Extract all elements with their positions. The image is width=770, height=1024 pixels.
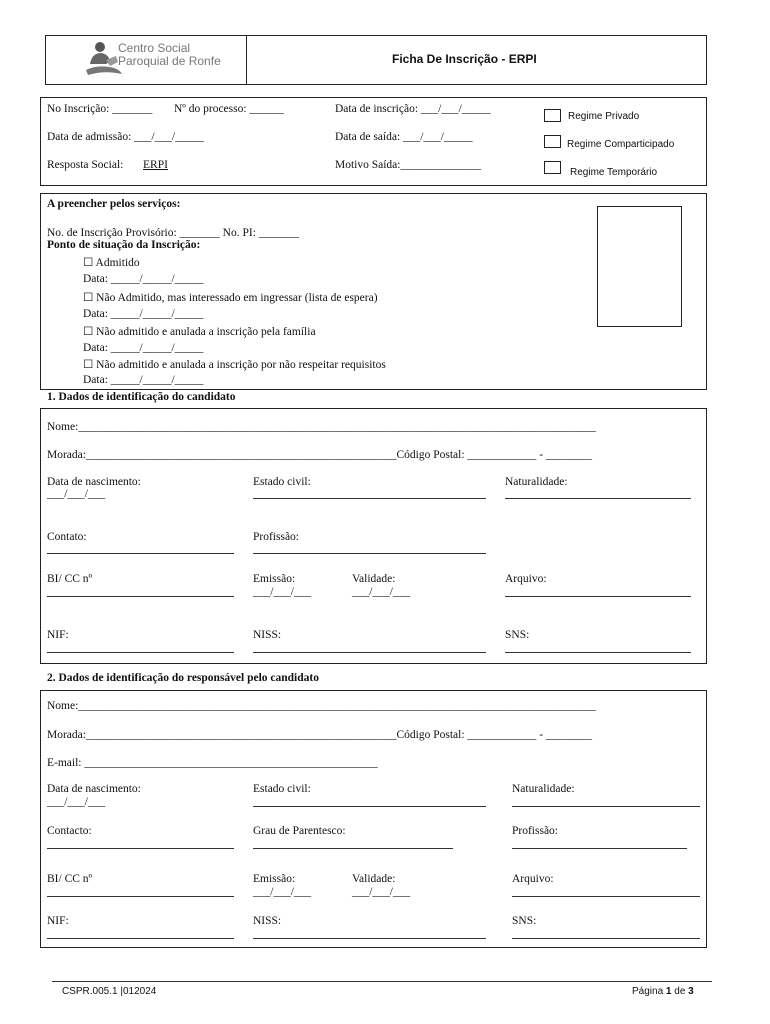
motivo-saida[interactable]: Motivo Saída:______________ xyxy=(335,159,481,171)
resp-naturalidade-line[interactable] xyxy=(512,806,700,807)
data-line[interactable]: Data: _____/_____/_____ xyxy=(83,273,204,285)
servicos-heading: A preencher pelos serviços: xyxy=(47,198,181,210)
no-processo[interactable]: Nº do processo: ______ xyxy=(174,103,284,115)
cand-emissao: Emissão: xyxy=(253,573,296,585)
page-title: Ficha De Inscrição - ERPI xyxy=(392,52,537,66)
section1-heading: 1. Dados de identificação do candidato xyxy=(47,391,236,403)
resp-email[interactable]: E-mail: ___________________________________________________ xyxy=(47,757,378,769)
resp-emissao: Emissão: xyxy=(253,873,296,885)
data-inscricao[interactable]: Data de inscrição: ___/___/_____ xyxy=(335,103,491,115)
cand-contato: Contato: xyxy=(47,531,87,543)
footer-rule xyxy=(52,981,712,982)
resp-nif: NIF: xyxy=(47,915,69,927)
regime-comparticipado-label: Regime Comparticipado xyxy=(567,139,675,150)
cand-profissao-line[interactable] xyxy=(253,553,486,554)
resp-grau-line[interactable] xyxy=(253,848,453,849)
opcao-anulada-familia[interactable]: ☐ Não admitido e anulada a inscrição pela família xyxy=(83,326,316,338)
resp-profissao: Profissão: xyxy=(512,825,558,837)
cand-naturalidade-line[interactable] xyxy=(505,498,691,499)
cand-morada[interactable]: Morada:______________________________________________________Código Postal: ____________ - ________ xyxy=(47,449,592,461)
resp-validade-line[interactable]: ___/___/___ xyxy=(352,886,411,898)
header-divider xyxy=(246,35,247,85)
resp-bi-line[interactable] xyxy=(47,896,234,897)
candidato-box xyxy=(40,408,707,664)
photo-box[interactable] xyxy=(597,206,682,327)
resp-data-nasc-line[interactable]: ___/___/___ xyxy=(47,796,106,808)
cand-data-nasc-line[interactable]: ___/___/___ xyxy=(47,488,106,500)
cand-niss: NISS: xyxy=(253,629,282,641)
page-prefix: Página xyxy=(632,986,664,997)
opcao-admitido[interactable]: ☐ Admitido xyxy=(83,257,140,269)
cand-sns-line[interactable] xyxy=(505,652,691,653)
resp-sns-line[interactable] xyxy=(512,938,700,939)
cand-contato-line[interactable] xyxy=(47,553,234,554)
resposta-social-value: ERPI xyxy=(143,159,168,171)
cand-estado-civil-line[interactable] xyxy=(253,498,486,499)
section2-heading: 2. Dados de identificação do responsável pelo candidato xyxy=(47,672,319,684)
logo xyxy=(84,40,244,80)
resposta-social-label: Resposta Social: xyxy=(47,159,124,171)
cand-naturalidade: Naturalidade: xyxy=(505,476,568,488)
data-saida[interactable]: Data de saída: ___/___/_____ xyxy=(335,131,473,143)
resp-sns: SNS: xyxy=(512,915,537,927)
opcao-anulada-requisitos[interactable]: ☐ Não admitido e anulada a inscrição por não respeitar requisitos xyxy=(83,359,386,371)
footer-page xyxy=(632,985,694,999)
resp-emissao-line[interactable]: ___/___/___ xyxy=(253,886,312,898)
page-total: 3 xyxy=(688,986,694,997)
resp-naturalidade: Naturalidade: xyxy=(512,783,575,795)
cand-bi-line[interactable] xyxy=(47,596,234,597)
cand-arquivo-line[interactable] xyxy=(505,596,691,597)
resp-contacto: Contacto: xyxy=(47,825,92,837)
cand-arquivo: Arquivo: xyxy=(505,573,547,585)
regime-privado-checkbox[interactable] xyxy=(544,109,561,122)
inscricao-provisorio[interactable]: No. de Inscrição Provisório: _______ No. PI: _______ xyxy=(47,227,300,239)
resp-estado-civil: Estado civil: xyxy=(253,783,311,795)
cand-estado-civil: Estado civil: xyxy=(253,476,311,488)
resp-nif-line[interactable] xyxy=(47,938,234,939)
resp-validade: Validade: xyxy=(352,873,396,885)
resp-arquivo: Arquivo: xyxy=(512,873,554,885)
cand-data-nasc-label: Data de nascimento: xyxy=(47,476,141,488)
resp-estado-civil-line[interactable] xyxy=(253,806,486,807)
cand-niss-line[interactable] xyxy=(253,652,486,653)
cand-emissao-line[interactable]: ___/___/___ xyxy=(253,586,312,598)
logo-line2: Paroquial de Ronfe xyxy=(118,54,221,68)
resp-bi: BI/ CC nº xyxy=(47,873,93,885)
resp-contacto-line[interactable] xyxy=(47,848,234,849)
logo-line1: Centro Social xyxy=(118,41,191,55)
resp-nome[interactable]: Nome:__________________________________________________________________________________________ xyxy=(47,700,596,712)
page-num: 1 xyxy=(665,986,672,997)
data-admissao[interactable]: Data de admissão: ___/___/_____ xyxy=(47,131,204,143)
resp-grau: Grau de Parentesco: xyxy=(253,825,346,837)
regime-temporario-label: Regime Temporário xyxy=(570,167,658,178)
resp-morada[interactable]: Morada:______________________________________________________Código Postal: ____________ - ________ xyxy=(47,729,592,741)
cand-validade-line[interactable]: ___/___/___ xyxy=(352,586,411,598)
page-of: de xyxy=(674,986,686,997)
cand-bi: BI/ CC nº xyxy=(47,573,93,585)
regime-privado-label: Regime Privado xyxy=(568,111,640,122)
cand-profissao: Profissão: xyxy=(253,531,299,543)
cand-validade: Validade: xyxy=(352,573,396,585)
data-line[interactable]: Data: _____/_____/_____ xyxy=(83,342,204,354)
resp-data-nasc-label: Data de nascimento: xyxy=(47,783,141,795)
resp-arquivo-line[interactable] xyxy=(512,896,700,897)
regime-temporario-checkbox[interactable] xyxy=(544,161,561,174)
cand-nif: NIF: xyxy=(47,629,69,641)
footer-code: CSPR.005.1 |012024 xyxy=(62,986,157,997)
ponto-situacao: Ponto de situação da Inscrição: xyxy=(47,239,201,251)
cand-nif-line[interactable] xyxy=(47,652,234,653)
opcao-nao-admitido-lista[interactable]: ☐ Não Admitido, mas interessado em ingressar (lista de espera) xyxy=(83,292,378,304)
cand-nome[interactable]: Nome:__________________________________________________________________________________________ xyxy=(47,421,596,433)
resp-niss: NISS: xyxy=(253,915,282,927)
no-inscricao[interactable]: No Inscrição: _______ xyxy=(47,103,153,115)
resp-niss-line[interactable] xyxy=(253,938,486,939)
resp-profissao-line[interactable] xyxy=(512,848,687,849)
cand-sns: SNS: xyxy=(505,629,530,641)
regime-comparticipado-checkbox[interactable] xyxy=(544,135,561,148)
data-line[interactable]: Data: _____/_____/_____ xyxy=(83,374,204,386)
data-line[interactable]: Data: _____/_____/_____ xyxy=(83,308,204,320)
